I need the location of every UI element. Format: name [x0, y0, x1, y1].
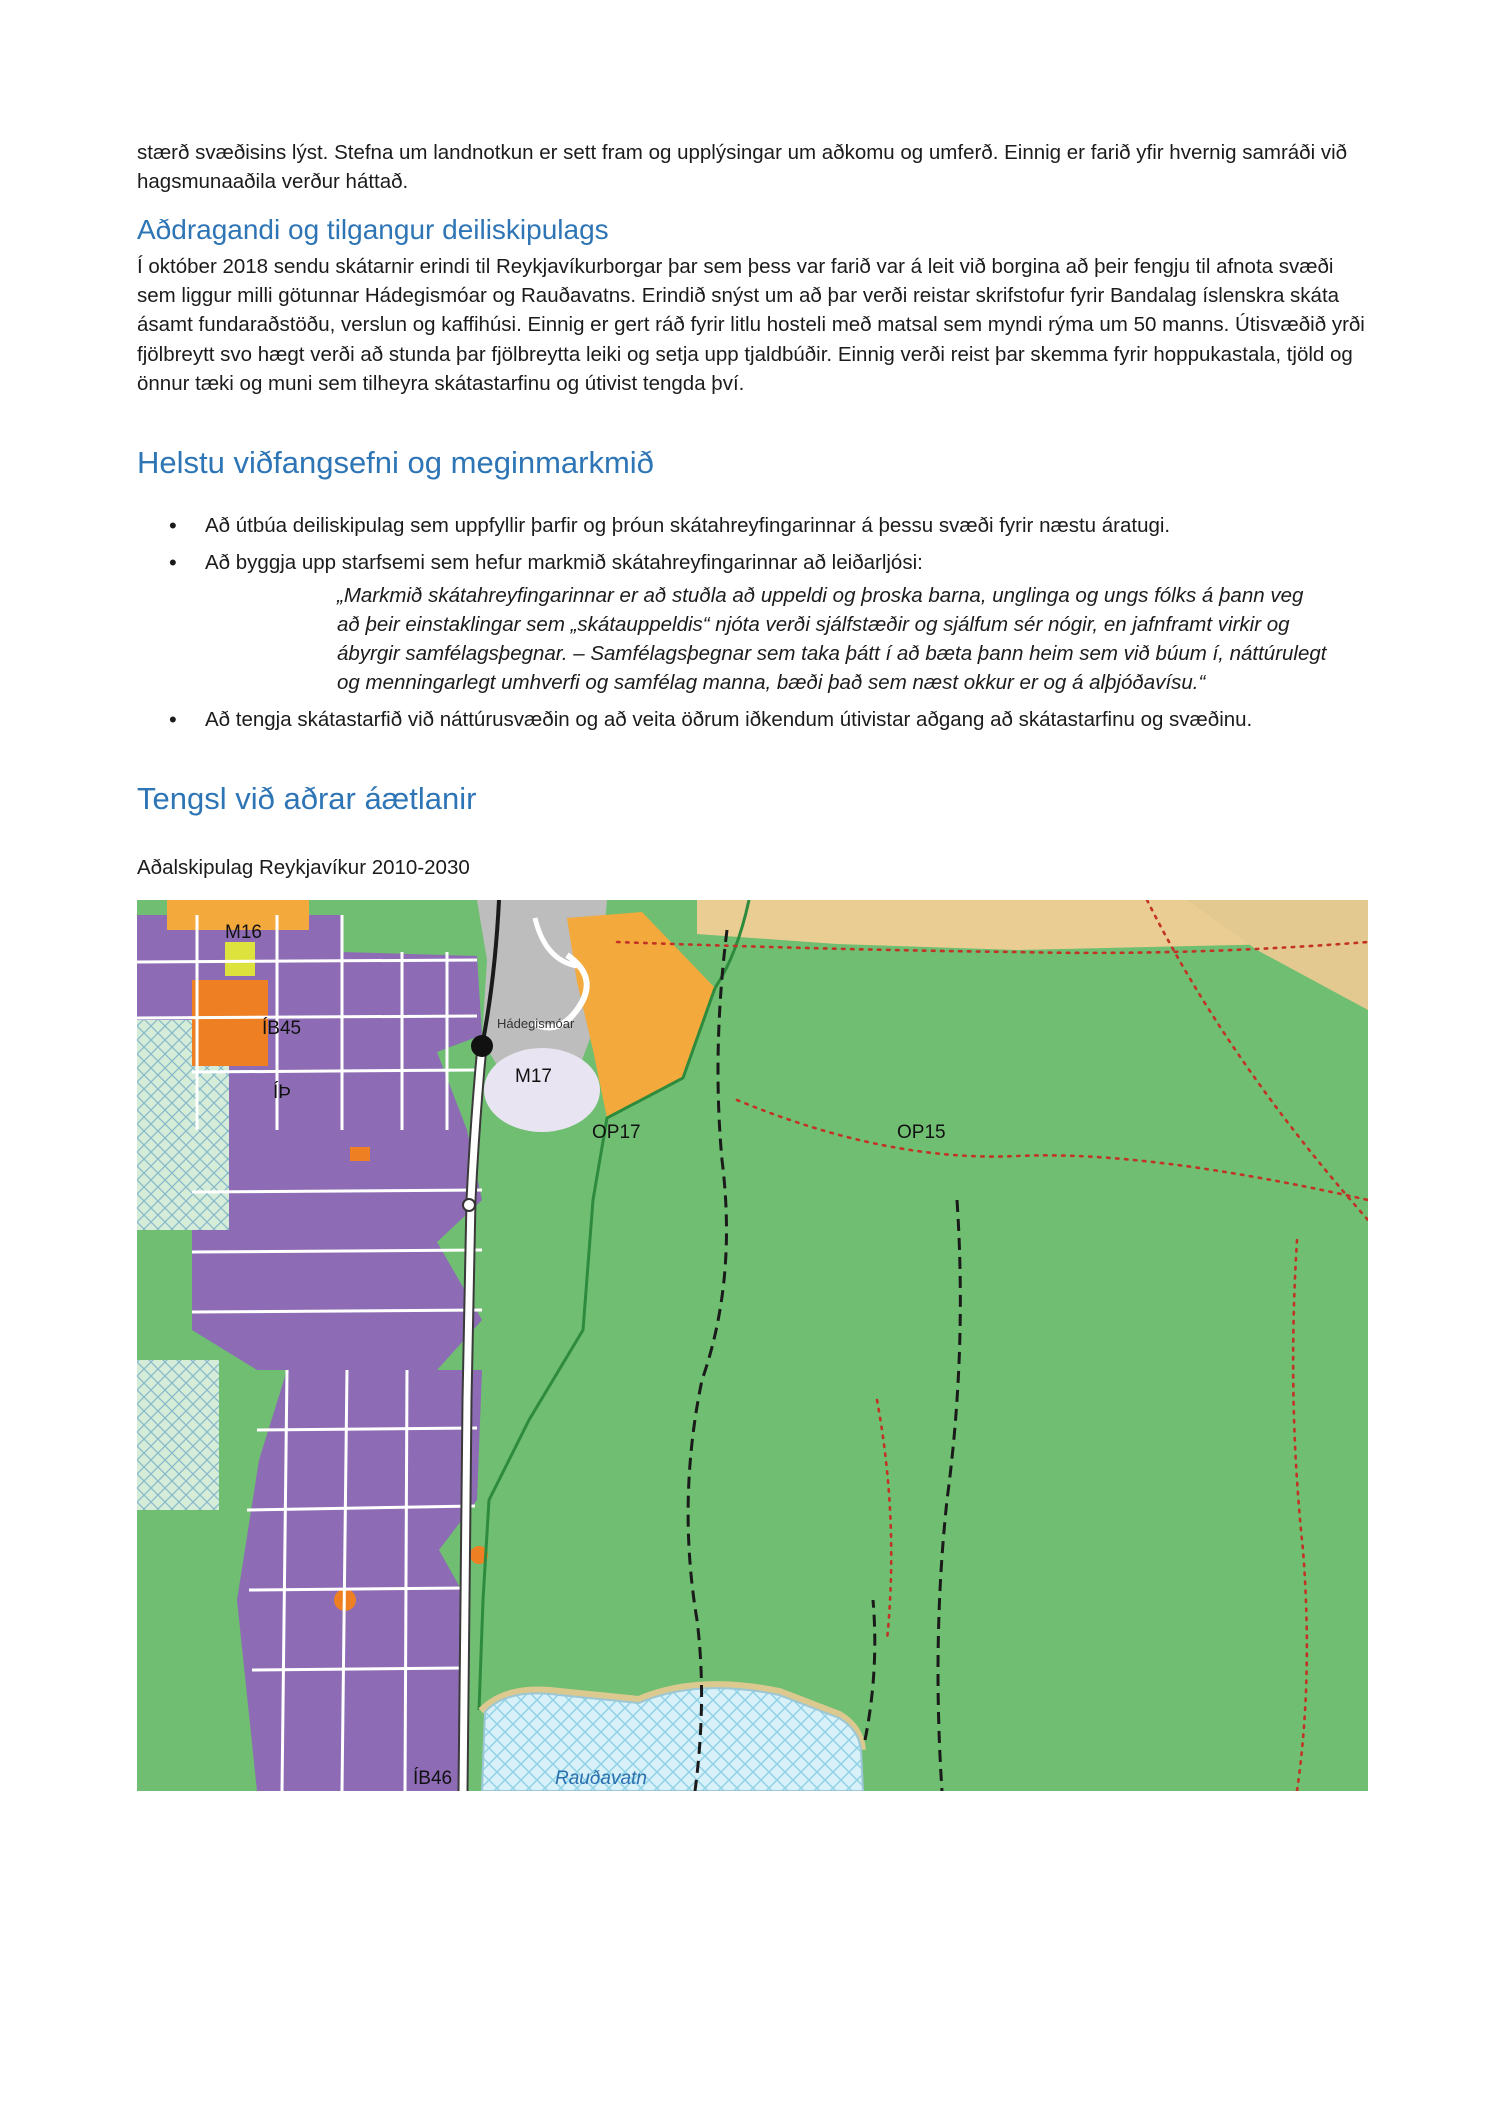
map-label-ib45: ÍB45	[262, 1018, 302, 1040]
section1-heading: Aðdragandi og tilgangur deiliskipulags	[137, 214, 609, 246]
map-orange-small	[350, 1147, 370, 1161]
zoning-map-figure	[137, 900, 1368, 1791]
bullet-text: Að útbúa deiliskipulag sem uppfyllir þarfir og þróun skátahreyfingarinnar á þessu svæði fyrir næstu áratugi.	[205, 513, 1171, 537]
bullet-text: Að tengja skátastarfið við náttúrusvæðin og að veita öðrum iðkendum útivistar aðgang að skátastarfinu og svæðinu.	[205, 708, 1253, 732]
map-orange-block	[192, 980, 268, 1066]
intro-paragraph: stærð svæðisins lýst. Stefna um landnotkun er sett fram og upplýsingar um aðkomu og umferð. Einnig er farið yfir hvernig samráði við hagsmunaaðila verður háttað.	[137, 141, 1348, 194]
section3-body: Aðalskipulag Reykjavíkur 2010-2030	[137, 856, 470, 880]
map-label-m17: M17	[515, 1066, 552, 1088]
map-label-op17: OP17	[592, 1122, 641, 1144]
list-item	[205, 705, 1368, 734]
map-label-op15: OP15	[897, 1122, 946, 1144]
quote-block: „Markmið skátahreyfingarinnar er að stuðla að uppeldi og þroska barna, unglinga og ungs fólks á þann veg að þeir einstaklingar sem „skátauppeldis“ njóta verði sjálfstæðir og sjálfum sér nógir, en jafnframt virkir og ábyrgir samfélagsþegnar. – Samfélagsþegnar sem taka þátt í að bæta þann heim sem við búum í, náttúrulegt og menningarlegt umhverfi og samfélag manna, bæði það sem næst okkur er og á alþjóðavísu.“	[337, 583, 1327, 695]
map-label-m16: M16	[225, 922, 262, 944]
map-label-raudavatn: Rauðavatn	[555, 1768, 647, 1790]
list-item	[205, 511, 1368, 540]
map-label-ib46: ÍB46	[413, 1768, 453, 1790]
list-item	[205, 548, 1368, 698]
map-roundabout-marker	[471, 1035, 493, 1057]
map-yellow-block	[225, 942, 255, 976]
map-road-node	[463, 1199, 475, 1211]
section3-heading: Tengsl við aðrar áætlanir	[137, 781, 477, 817]
map-park-hatch-left-lower	[137, 1360, 219, 1510]
zoning-map	[137, 900, 1368, 1791]
objectives-list	[137, 511, 1368, 735]
map-label-hadegismoar: Hádegismóar	[497, 1016, 575, 1032]
map-interchange-area	[484, 1048, 600, 1132]
map-label-ip: ÍÞ	[273, 1082, 291, 1104]
section2-heading: Helstu viðfangsefni og meginmarkmið	[137, 444, 654, 480]
map-zone-ib46	[237, 1370, 482, 1791]
section1-body: Í október 2018 sendu skátarnir erindi til Reykjavíkurborgar þar sem þess var farið var á leit við borgina að þeir fengju til afnota svæði sem liggur milli götunnar Hádegismóar og Rauðavatns. Erindið snýst um að þar verði reistar skrifstofur fyrir Bandalag íslenskra skáta ásamt fundaraðstöðu, verslun og kaffihúsi. Einnig er gert ráð fyrir litlu hosteli með matsal sem myndi rýma um 50 manns. Útisvæðið yrði fjölbreytt svo hægt verði að stunda þar fjölbreytta leiki og setja upp tjaldbúðir. Einnig verði reist þar skemma fyrir hoppukastala, tjöld og önnur tæki og muni sem tilheyra skátastarfinu og útivist tengda því.	[137, 255, 1365, 395]
bullet-text: Að byggja upp starfsemi sem hefur markmið skátahreyfingarinnar að leiðarljósi:	[205, 550, 923, 574]
